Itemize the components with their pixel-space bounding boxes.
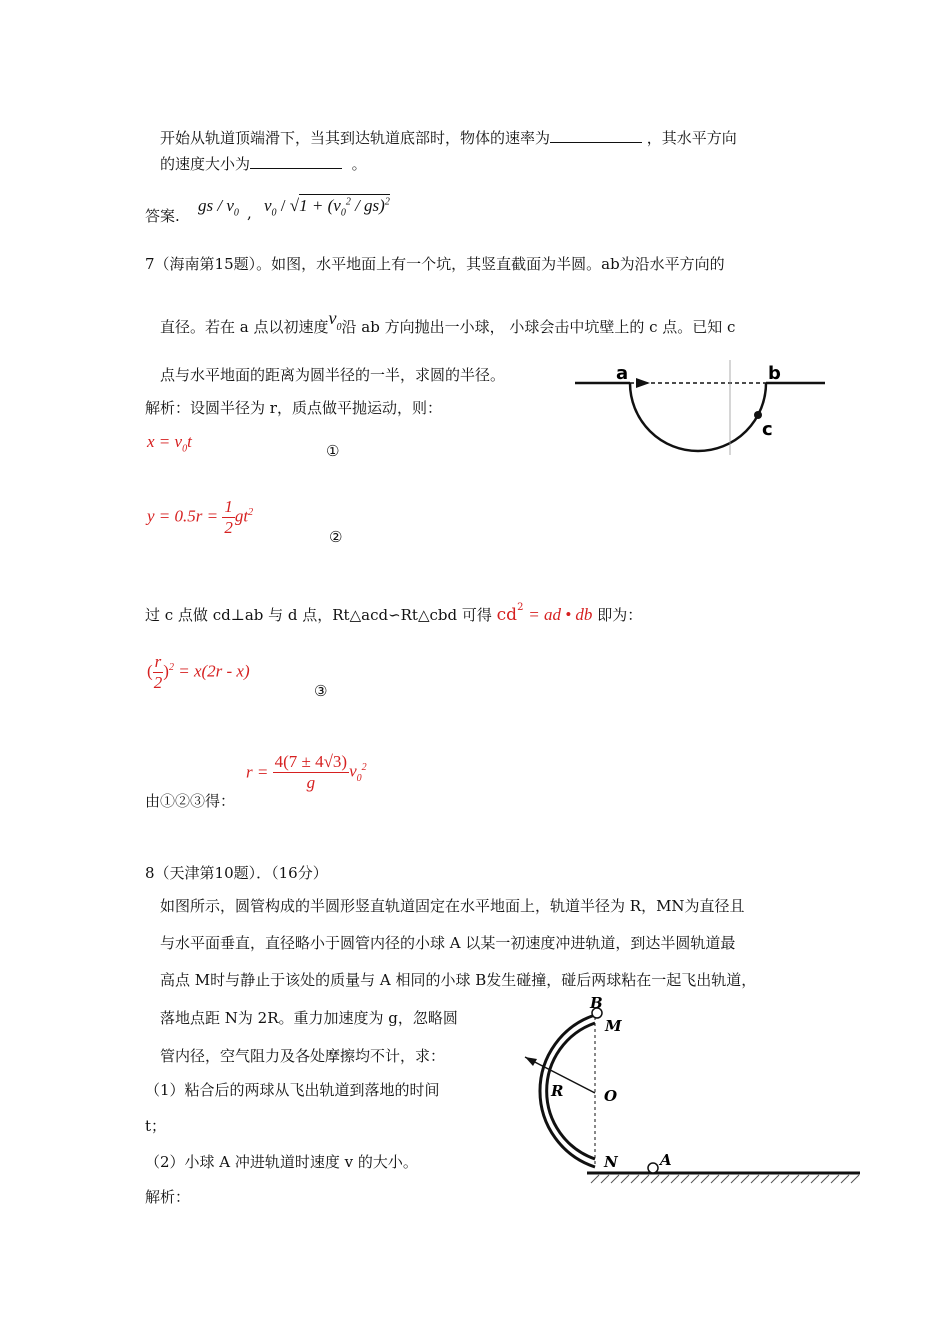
q7-analysis: 解析：设圆半径为 r，质点做平抛运动，则： (145, 399, 442, 417)
q7-result-eq: r = $\frac{4(7 \pm 4√3)}{g}$ $v_0^2$ (246, 752, 367, 792)
q8-q1b: t； (145, 1117, 167, 1135)
label-b: b (768, 363, 781, 384)
q7-mark3: ③ (314, 682, 328, 700)
q7-eq2: y = 0.5r = $\frac{1}{2}$ $gt^2$ (147, 497, 254, 537)
q7-mark1: ① (326, 442, 340, 460)
radius-arrow-icon (525, 1057, 537, 1066)
label-A: A (660, 1151, 672, 1169)
q7-line3: 点与水平地面的距离为圆半径的一半，求圆的半径。 (160, 366, 506, 384)
q7-result-label: 由①②③得： (145, 792, 236, 810)
q8-header: 8（天津第10题）．（16分） (145, 864, 328, 882)
label-a: a (616, 363, 629, 384)
q7-cd-line: 过 c 点做 cd⊥ab 与 d 点，Rt△acd∽Rt△cbd 可得 $cd^2$ = ad • db 即为： (145, 602, 643, 625)
q6-answer-1: gs / $v_0$ (198, 196, 239, 219)
q7-header: 7（海南第15题）。如图，水平地面上有一个坑，其竖直截面为半圆。ab为沿水平方向的 (145, 255, 725, 273)
label-R: R (551, 1082, 564, 1100)
q8-analysis: 解析： (145, 1188, 191, 1206)
q6-line2: 的速度大小为 。 (160, 155, 367, 173)
q8-p5: 管内径，空气阻力及各处摩擦均不计，求： (160, 1047, 446, 1065)
q6-answer-2: $v_0 / √1 + (v_0^2 / gs)^2$ (264, 196, 390, 219)
q6-answer-label: 答案. (145, 207, 180, 225)
q7-eq3: ( $\frac{r}{2}$ )$^2$ = x(2r - x) (147, 652, 250, 692)
ball-a-icon (648, 1163, 658, 1173)
ground-hatch (591, 1175, 859, 1183)
label-c: c (762, 419, 773, 440)
label-N: N (604, 1153, 618, 1171)
q8-p3: 高点 M时与静止于该处的质量与 A 相同的小球 B发生碰撞，碰后两球粘在一起飞出轨道， (160, 971, 757, 989)
q8-q1: （1）粘合后的两球从飞出轨道到落地的时间 (145, 1081, 440, 1099)
point-c-icon (754, 411, 762, 419)
tube-outer (540, 1015, 595, 1167)
q6-line1: 开始从轨道顶端滑下，当其到达轨道底部时，物体的速率为 ，其水平方向 (160, 129, 737, 147)
q8-figure (495, 995, 865, 1190)
q7-figure (570, 355, 830, 465)
label-B: B (590, 995, 603, 1012)
q8-p2: 与水平面垂直，直径略小于圆管内径的小球 A 以某一初速度冲进轨道，到达半圆轨道最 (160, 934, 736, 952)
q6-answer-sep: , (247, 204, 252, 222)
q8-p4: 落地点距 N为 2R。重力加速度为 g，忽略圆 (160, 1009, 458, 1027)
q8-p1: 如图所示，圆管构成的半圆形竖直轨道固定在水平地面上，轨道半径为 R，MN为直径且 (160, 897, 745, 915)
answer-blank-2[interactable] (250, 154, 342, 169)
q7-mark2: ② (329, 528, 343, 546)
answer-blank-1[interactable] (550, 128, 642, 143)
q7-eq1: $x = v_0t$ (147, 432, 192, 455)
semicircle-pit (630, 383, 766, 451)
velocity-arrow-icon (636, 378, 650, 388)
label-M: M (605, 1017, 622, 1035)
q7-line2: 直径。若在 a 点以初速度$v_0$沿 ab 方向抛出一小球， 小球会击中坑壁上的 c 点。已知 c (160, 308, 736, 336)
q8-q2: （2）小球 A 冲进轨道时速度 v 的大小。 (145, 1153, 418, 1171)
label-O: O (604, 1087, 618, 1105)
